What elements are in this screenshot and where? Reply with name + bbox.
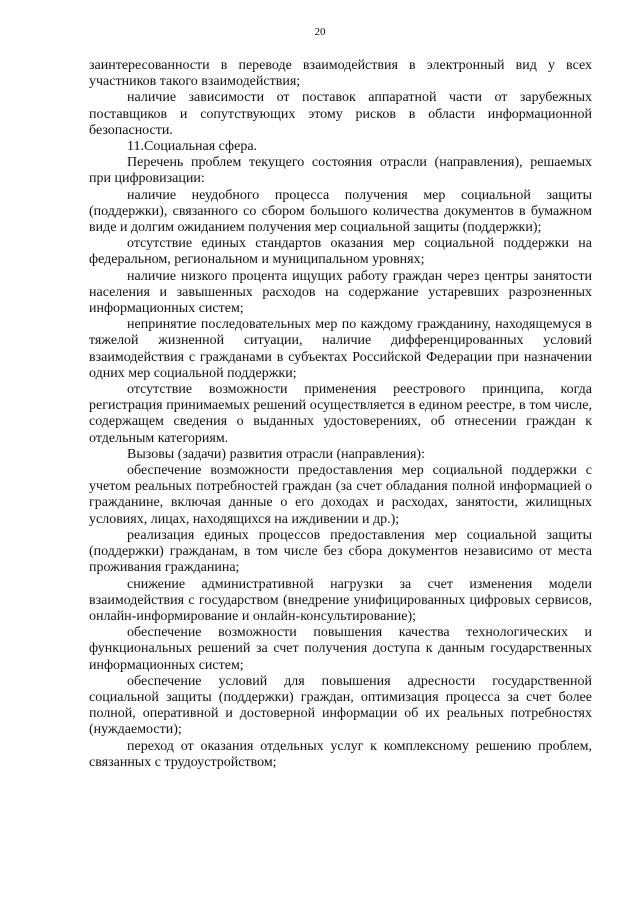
list-item: реализация единых процессов предоставления мер социальной защиты (поддержки) гражданам, в том числе без сбора документов независимо от места проживания гражданина; xyxy=(89,527,592,576)
paragraph: Вызовы (задачи) развития отрасли (направления): xyxy=(127,446,425,462)
list-item: наличие низкого процента ищущих работу граждан через центры занятости населения и завышенных расходов на содержание устаревших разрозненных информационных систем; xyxy=(89,268,592,317)
paragraph: Перечень проблем текущего состояния отрасли (направления), решаемых при цифровизации: xyxy=(89,155,592,187)
list-item: переход от оказания отдельных услуг к комплексному решению проблем, связанных с трудоустройством; xyxy=(89,738,592,770)
section-heading: 11.Социальная сфера. xyxy=(127,139,258,155)
list-item: непринятие последовательных мер по каждому гражданину, находящемуся в тяжелой жизненной ситуации, наличие дифференцированных условий взаимодействия с гражданами в субъектах Российской Федерации при назначении одних мер социальной поддержки; xyxy=(89,317,592,381)
list-item: обеспечение условий для повышения адресности государственной социальной защиты (поддержки) граждан, оптимизация процесса за счет более полной, оперативной и достоверной информации об их реальных потребностях (нуждаемости); xyxy=(89,673,592,738)
document-body xyxy=(89,58,592,771)
list-item: наличие неудобного процесса получения мер социальной защиты (поддержки), связанного со сбором большого количества документов в бумажном виде и долгим ожиданием получения мер социальной защиты (поддержки); xyxy=(89,187,592,236)
paragraph: заинтересованности в переводе взаимодействия в электронный вид у всех участников такого взаимодействия; xyxy=(89,58,592,90)
list-item: снижение административной нагрузки за счет изменения модели взаимодействия с государством (внедрение унифицированных цифровых сервисов, онлайн-информирование и онлайн-консультирование); xyxy=(89,576,592,624)
page-number: 20 xyxy=(314,26,326,38)
list-item: обеспечение возможности предоставления мер социальной поддержки с учетом реальных потребностей граждан (за счет обладания полной информацией о гражданине, включая данные о его доходах и расходах, занятости, жилищных условиях, лицах, находящихся на иждивении и др.); xyxy=(89,463,592,527)
paragraph: наличие зависимости от поставок аппаратной части от зарубежных поставщиков и сопутствующих этому рисков в области информационной безопасности. xyxy=(89,90,592,138)
list-item: отсутствие единых стандартов оказания мер социальной поддержки на федеральном, региональном и муниципальном уровнях; xyxy=(89,236,592,268)
list-item: отсутствие возможности применения реестрового принципа, когда регистрация принимаемых решений осуществляется в едином реестре, в том числе, содержащем сведения о выданных удостоверениях, об отнесении граждан к отдельным категориям. xyxy=(89,382,592,446)
list-item: обеспечение возможности повышения качества технологических и функциональных решений за счет получения доступа к данным государственных информационных систем; xyxy=(89,625,592,673)
